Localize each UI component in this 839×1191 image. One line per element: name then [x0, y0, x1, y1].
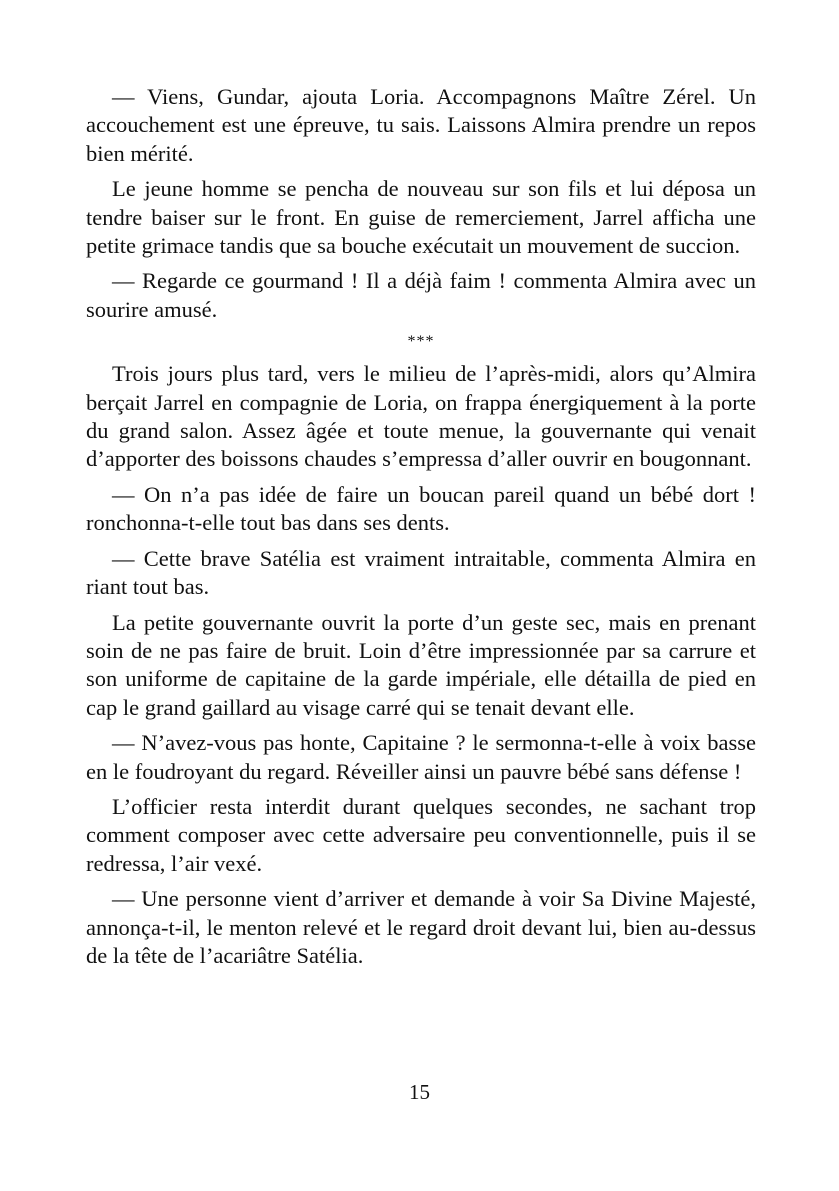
paragraph: Trois jours plus tard, vers le milieu de l’après-midi, alors qu’Almira berçait Jarrel en compagnie de Loria, on frappa énergiquement à la porte du grand salon. Assez âgée et toute menue, la gouvernante qui venait d’apporter des boissons chaudes s’empressa d’aller ouvrir en bougonnant. [86, 361, 756, 472]
paragraph: — N’avez-vous pas honte, Capitaine ? le sermonna-t-elle à voix basse en le foudroyant du regard. Réveiller ainsi un pauvre bébé sans défense ! [86, 730, 756, 784]
paragraph: — Une personne vient d’arriver et demande à voir Sa Divine Majesté, annonça-t-il, le menton relevé et le regard droit devant lui, bien au-dessus de la tête de l’acariâtre Satélia. [86, 886, 756, 968]
paragraph: L’officier resta interdit durant quelques secondes, ne sachant trop comment composer avec cette adversaire peu conventionnelle, puis il se redressa, l’air vexé. [86, 793, 756, 876]
paragraph: — Cette brave Satélia est vraiment intraitable, commenta Almira en riant tout bas. [86, 545, 756, 600]
paragraph: — On n’a pas idée de faire un boucan pareil quand un bébé dort ! ronchonna-t-elle tout bas dans ses dents. [86, 481, 756, 536]
section-separator: *** [407, 333, 435, 351]
paragraph: La petite gouvernante ouvrit la porte d’un geste sec, mais en prenant soin de ne pas faire de bruit. Loin d’être impressionnée par sa carrure et son uniforme de capitaine de la garde impériale, elle détailla de pied en cap le grand gaillard au visage carré qui se tenait devant elle. [86, 609, 756, 720]
paragraph: — Viens, Gundar, ajouta Loria. Accompagnons Maître Zérel. Un accouchement est une épreuve, tu sais. Laissons Almira prendre un repos bien mérité. [86, 84, 756, 166]
paragraph: Le jeune homme se pencha de nouveau sur son fils et lui déposa un tendre baiser sur le front. En guise de remerciement, Jarrel afficha une petite grimace tandis que sa bouche exécutait un mouvement de succion. [86, 176, 756, 259]
page-body [86, 83, 756, 977]
paragraph: — Regarde ce gourmand ! Il a déjà faim ! commenta Almira avec un sourire amusé. [86, 268, 756, 322]
page-number: 15 [409, 1080, 430, 1104]
